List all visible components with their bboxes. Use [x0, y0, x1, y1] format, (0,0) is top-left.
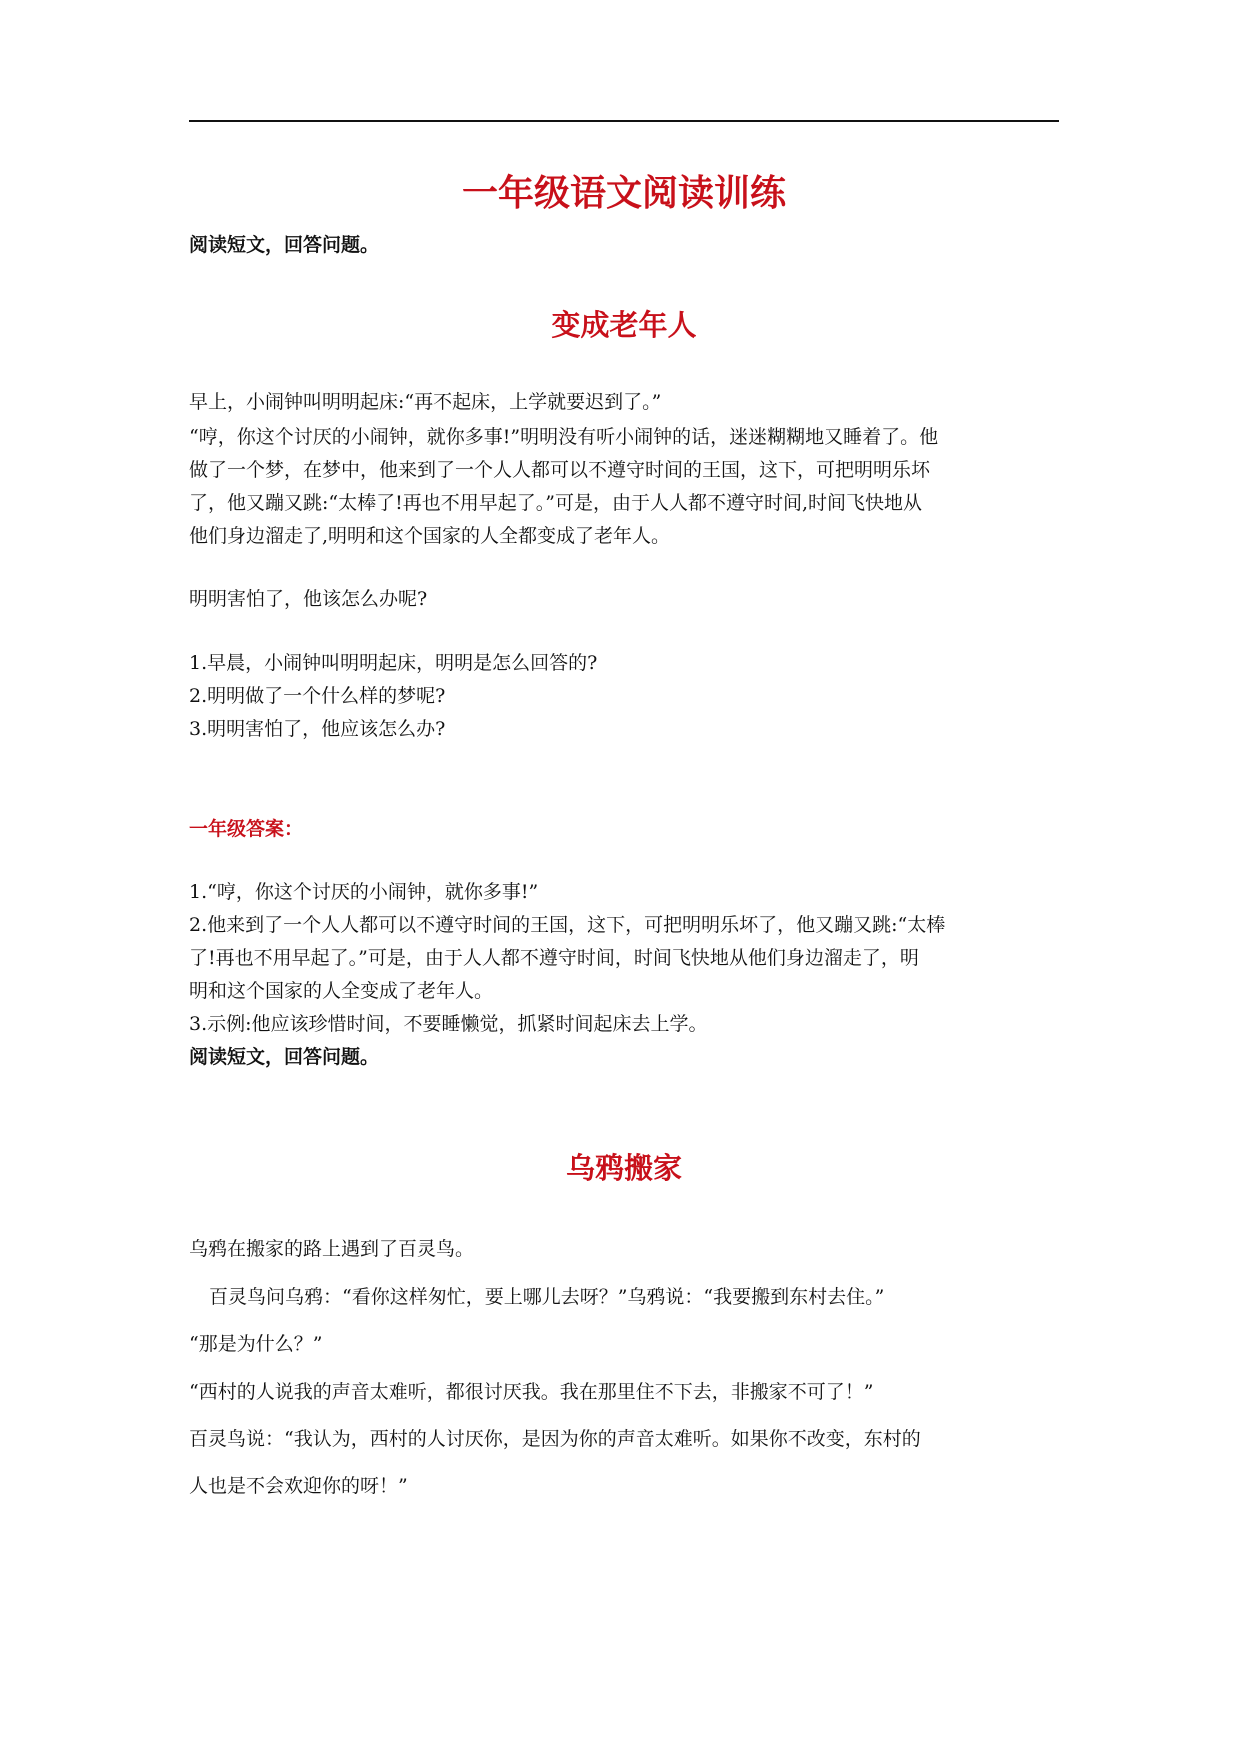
answer-line: 明和这个国家的人全变成了老年人。 — [189, 980, 494, 1002]
story1-title: 变成老年人 — [551, 308, 697, 342]
story1-line: 早上，小闹钟叫明明起床:“再不起床，上学就要迟到了。” — [189, 391, 662, 413]
story2-line: 乌鸦在搬家的路上遇到了百灵鸟。 — [189, 1238, 475, 1260]
header-rule — [189, 120, 1059, 122]
instruction: 阅读短文，回答问题。 — [189, 234, 380, 256]
question-item: 1.早晨，小闹钟叫明明起床，明明是怎么回答的? — [189, 652, 598, 674]
answer-line: 3.示例:他应该珍惜时间，不要睡懒觉，抓紧时间起床去上学。 — [189, 1013, 708, 1035]
story2-line: “那是为什么？” — [189, 1333, 323, 1355]
answer-line: 2.他来到了一个人人都可以不遵守时间的王国，这下，可把明明乐坏了，他又蹦又跳:“太棒 — [189, 914, 946, 936]
story1-line: “哼，你这个讨厌的小闹钟，就你多事!”明明没有听小闹钟的话，迷迷糊糊地又睡着了。他 — [189, 426, 939, 448]
question-item: 3.明明害怕了，他应该怎么办? — [189, 718, 446, 740]
story1-line: 他们身边溜走了,明明和这个国家的人全都变成了老年人。 — [189, 525, 671, 547]
answer-heading: 一年级答案： — [189, 818, 304, 840]
story1-closing: 明明害怕了，他该怎么办呢? — [189, 588, 428, 610]
story2-line: 百灵鸟说：“我认为，西村的人讨厌你，是因为你的声音太难听。如果你不改变，东村的 — [189, 1428, 921, 1450]
story1-line: 做了一个梦，在梦中，他来到了一个人人都可以不遵守时间的王国，这下，可把明明乐坏 — [189, 459, 931, 481]
answer-line: 了!再也不用早起了。”可是，由于人人都不遵守时间，时间飞快地从他们身边溜走了，明 — [189, 947, 919, 969]
document-title: 一年级语文阅读训练 — [461, 173, 786, 214]
story1-line: 了，他又蹦又跳:“太棒了!再也不用早起了。”可是，由于人人都不遵守时间,时间飞快地从 — [189, 492, 923, 514]
story2-line: “西村的人说我的声音太难听，都很讨厌我。我在那里住不下去，非搬家不可了！” — [189, 1381, 874, 1403]
question-item: 2.明明做了一个什么样的梦呢? — [189, 685, 446, 707]
instruction-repeat: 阅读短文，回答问题。 — [189, 1046, 380, 1068]
story2-title: 乌鸦搬家 — [565, 1151, 682, 1185]
answer-line: 1.“哼，你这个讨厌的小闹钟，就你多事!” — [189, 881, 539, 903]
story2-line: 人也是不会欢迎你的呀！” — [189, 1475, 408, 1497]
story2-line: 百灵鸟问乌鸦：“看你这样匆忙，要上哪儿去呀？”乌鸦说：“我要搬到东村去住。” — [209, 1286, 885, 1308]
